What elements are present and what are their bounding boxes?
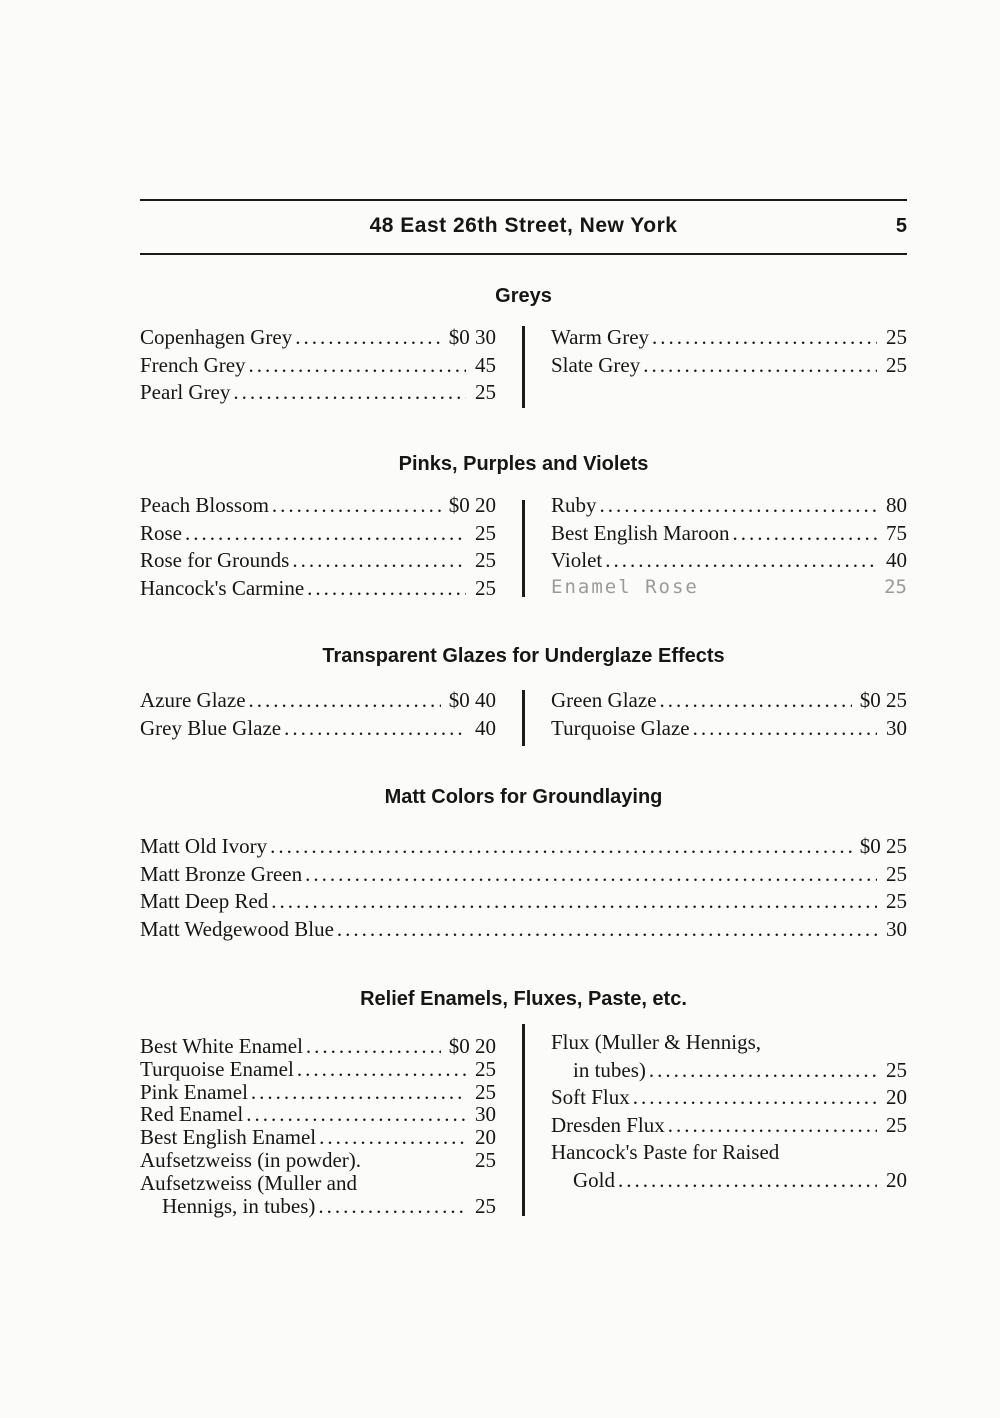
list-item: Gold ..... 20 — [551, 1168, 907, 1196]
section-title-greys: Greys — [495, 285, 552, 307]
list-item: Best English Enamel ..... 20 — [140, 1125, 496, 1148]
list-item: Slate Grey ..... 25 — [551, 353, 907, 381]
page-number: 5 — [895, 215, 907, 237]
list-item: Best White Enamel ..... $0 20 — [140, 1034, 496, 1057]
header-address: 48 East 26th Street, New York — [369, 214, 678, 237]
list-item: Best English Maroon ..... 75 — [551, 521, 907, 549]
list-item: Dresden Flux ..... 25 — [551, 1113, 907, 1141]
list-item: French Grey ..... 45 — [140, 353, 496, 381]
section-title-matt: Matt Colors for Groundlaying — [384, 786, 663, 808]
list-item: Hancock's Carmine ..... 25 — [140, 576, 496, 604]
list-item: Aufsetzweiss (in powder). 25 — [140, 1147, 496, 1172]
list-item: Aufsetzweiss (Muller and — [140, 1170, 357, 1195]
column-divider — [522, 690, 525, 746]
list-item: Matt Deep Red ..... 25 — [140, 889, 907, 917]
list-item: Grey Blue Glaze ..... 40 — [140, 716, 496, 744]
list-item: Violet ..... 40 — [551, 548, 907, 576]
list-item: Ruby ..... 80 — [551, 493, 907, 521]
list-item: in tubes) ..... 25 — [551, 1058, 907, 1086]
list-item: Rose for Grounds ..... 25 — [140, 548, 496, 576]
section-title-pinks: Pinks, Purples and Violets — [398, 453, 649, 475]
matt-list — [140, 834, 907, 944]
pinks-right-list — [551, 493, 907, 603]
relief-left-list — [140, 1034, 496, 1216]
list-item-faint: Enamel Rose 25 — [551, 575, 907, 598]
list-item: Rose ..... 25 — [140, 521, 496, 549]
list-item: Green Glaze ..... $0 25 — [551, 688, 907, 716]
section-title-relief: Relief Enamels, Fluxes, Paste, etc. — [360, 988, 687, 1010]
greys-right-list — [551, 325, 907, 380]
list-item: Azure Glaze ..... $0 40 — [140, 688, 496, 716]
list-item: Hennigs, in tubes) ..... 25 — [140, 1194, 496, 1217]
list-item: Turquoise Enamel ..... 25 — [140, 1057, 496, 1080]
list-item: Turquoise Glaze ..... 30 — [551, 716, 907, 744]
list-item: Matt Old Ivory ..... $0 25 — [140, 834, 907, 862]
column-divider — [522, 500, 525, 597]
list-item: Matt Wedgewood Blue ..... 30 — [140, 917, 907, 945]
glazes-left-list — [140, 688, 496, 743]
list-item: Pearl Grey ..... 25 — [140, 380, 496, 408]
pinks-left-list — [140, 493, 496, 603]
list-item: Copenhagen Grey ..... $0 30 — [140, 325, 496, 353]
column-divider — [522, 1024, 525, 1216]
list-item: Pink Enamel ..... 25 — [140, 1080, 496, 1103]
list-item: Hancock's Paste for Raised — [551, 1140, 780, 1164]
list-item: Peach Blossom ..... $0 20 — [140, 493, 496, 521]
column-divider — [522, 326, 525, 408]
section-title-glazes: Transparent Glazes for Underglaze Effects — [322, 645, 725, 667]
list-item: Soft Flux ..... 20 — [551, 1085, 907, 1113]
list-item: Warm Grey ..... 25 — [551, 325, 907, 353]
page-header — [140, 199, 907, 255]
glazes-right-list — [551, 688, 907, 743]
list-item: Red Enamel ..... 30 — [140, 1102, 496, 1125]
greys-left-list — [140, 325, 496, 408]
relief-right-list — [551, 1030, 907, 1195]
list-item: Matt Bronze Green ..... 25 — [140, 862, 907, 890]
list-item: Flux (Muller & Hennigs, — [551, 1030, 761, 1054]
